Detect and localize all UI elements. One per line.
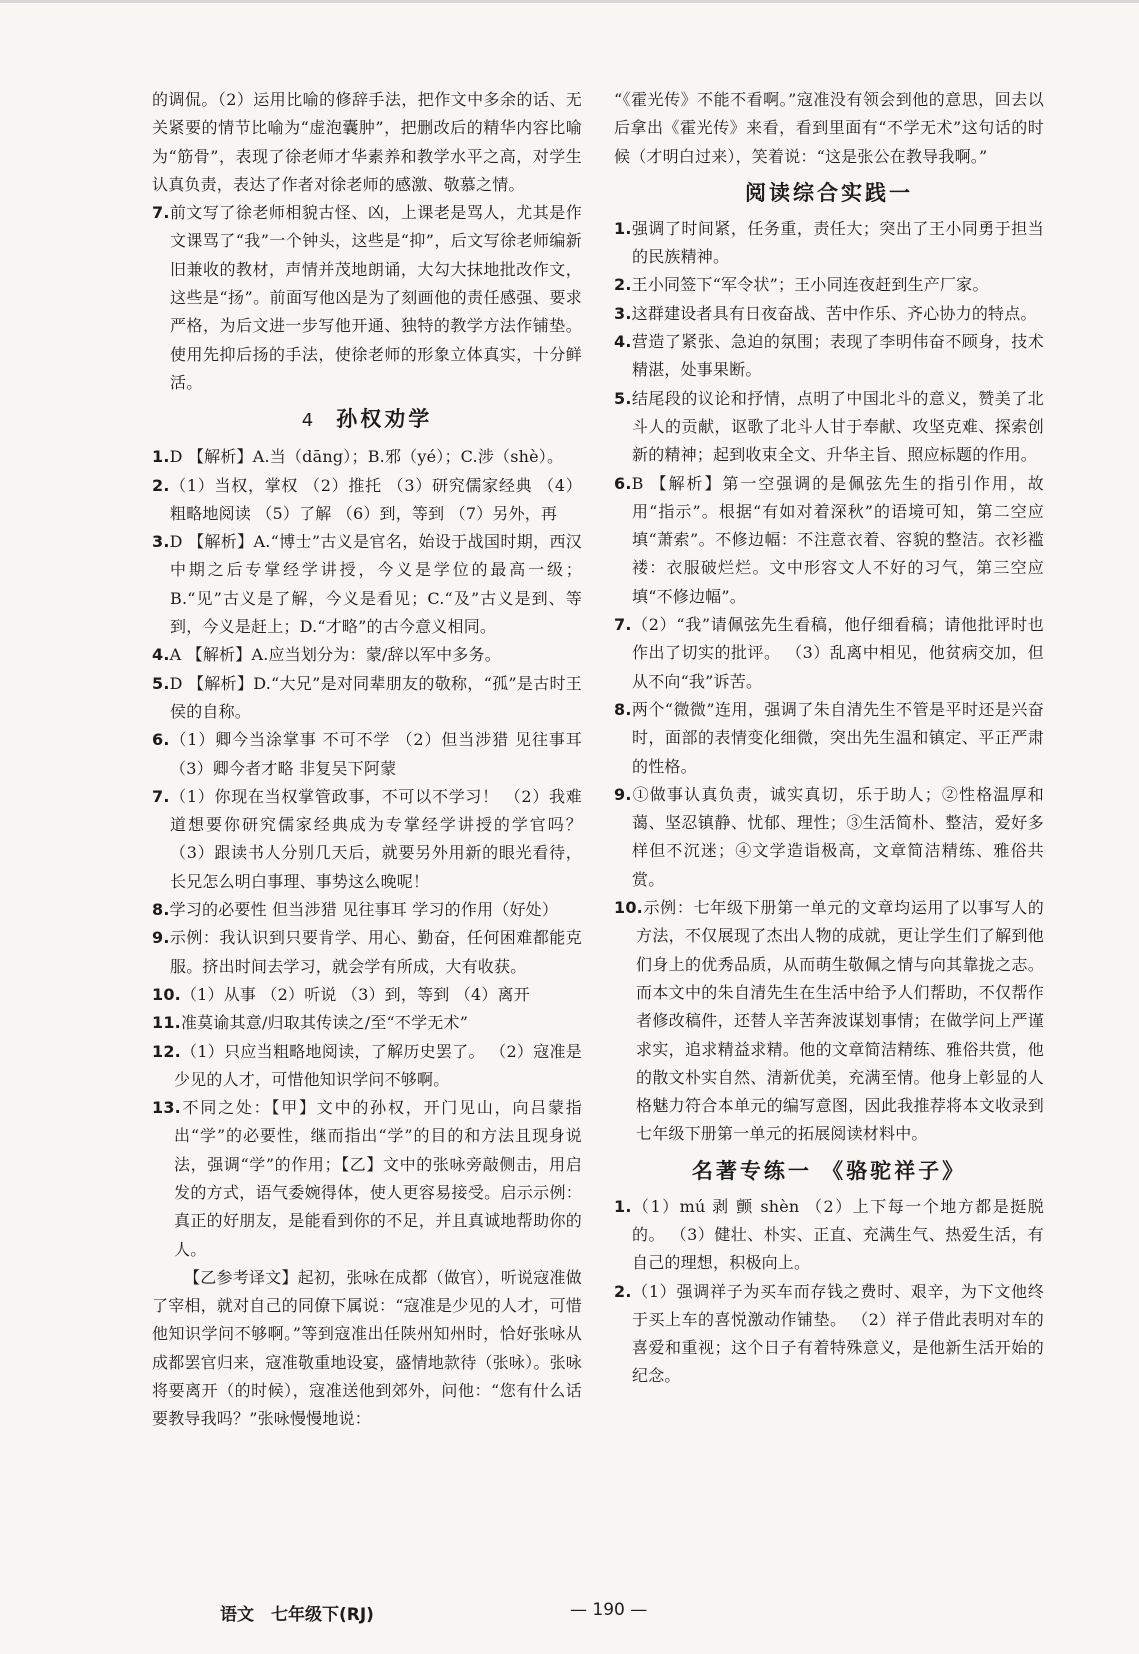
item-number: 9. bbox=[152, 928, 170, 948]
item-text: （1）当权，掌权 （2）推托 （3）研究儒家经典 （4）粗略地阅读 （5）了解 （6）到，等到 （7）另外，再 bbox=[169, 475, 582, 523]
item-text: 强调了时间紧，任务重，责任大；突出了王小同勇于担当的民族精神。 bbox=[631, 218, 1044, 267]
list-item bbox=[152, 896, 582, 924]
item-number: 12. bbox=[152, 1041, 181, 1061]
item-text: 示例：七年级下册第一单元的文章均运用了以事写人的方法，不仅展现了杰出人物的成就，更让学生们了解到他们身上的优秀品质，从而萌生敬佩之情与向其靠拢之志。而本文中的朱自清先生在生活中给予人们帮助，不仅帮作者修改稿件，还替人辛苦奔波谋划事情；在做学问上严谨求实，追求精益求精。他的文章简洁精练、雅俗共赏，他的散文朴实自然、清新优美，充满至情。他身上彰显的人格魅力符合本单元的编写意图，因此我推荐将本文收录到七年级下册第一单元的拓展阅读材料中。 bbox=[636, 898, 1044, 1144]
list-item bbox=[152, 924, 582, 981]
list-item bbox=[152, 528, 582, 641]
item-text: 不同之处：【甲】文中的孙权，开门见山，向吕蒙指出“学”的必要性，继而指出“学”的目的和方法且现身说法，强调“学”的作用；【乙】文中的张咏旁敲侧击，用启发的方式，语气委婉得体，使人更容易接受。启示示例：真正的好朋友，是能看到你的不足，并且真诚地帮助你的人。 bbox=[174, 1098, 582, 1259]
item-text: 前文写了徐老师相貌古怪、凶，上课老是骂人，尤其是作文课骂了“我”一个钟头，这些是“抑”，后文写徐老师编新旧兼收的教材，声情并茂地朗诵，大勾大抹地批改作文，这些是“扬”。前面写他凶是为了刻画他的责任感强、要求严格，为后文进一步写他开通、独特的教学方法作铺垫。使用先抑后扬的手法，使徐老师的形象立体真实，十分鲜活。 bbox=[169, 203, 582, 392]
list-item bbox=[614, 894, 1044, 1149]
item-text: ①做事认真负责，诚实真切，乐于助人；②性格温厚和蔼、坚忍镇静、忧郁、理性；③生活简朴、整洁，爱好多样但不沉迷；④文学造诣极高，文章简洁精练、雅俗共赏。 bbox=[631, 784, 1044, 889]
list-item bbox=[152, 443, 582, 471]
item-text: 王小同签下“军令状”；王小同连夜赶到生产厂家。 bbox=[631, 275, 989, 295]
item-text: 结尾段的议论和抒情，点明了中国北斗的意义，赞美了北斗人的贡献，讴歌了北斗人甘于奉献、攻坚克难、探索创新的精神；起到收束全文、升华主旨、照应标题的作用。 bbox=[631, 388, 1044, 465]
item-text: （1）从事 （2）听说 （3）到，等到 （4）离开 bbox=[180, 984, 530, 1004]
item-number: 6. bbox=[152, 730, 170, 750]
section-title: 孙权劝学 bbox=[336, 406, 433, 432]
item-number: 9. bbox=[614, 784, 632, 804]
item-text: 示例：我认识到只要肯学、用心、勤奋，任何困难都能克服。挤出时间去学习，就会学有所成，大有收获。 bbox=[169, 928, 582, 976]
section-heading: 名著专练一 《骆驼祥子》 bbox=[691, 1157, 967, 1183]
intro-paragraph: 的调侃。（2）运用比喻的修辞手法，把作文中多余的话、无关紧要的情节比喻为“虚泡囊肿”，把删改后的精华内容比喻为“筋骨”，表现了徐老师才华素养和教学水平之高，对学生认真负责，表达了作者对徐老师的感激、敬慕之情。 bbox=[152, 90, 582, 194]
answer-list bbox=[614, 1193, 1044, 1391]
item-number: 8. bbox=[152, 900, 170, 920]
list-item bbox=[614, 328, 1044, 385]
item-number: 7. bbox=[152, 203, 170, 223]
page-number: — 190 — bbox=[570, 1600, 648, 1620]
item-number: 3. bbox=[614, 303, 632, 323]
translation-paragraph: 【乙参考译文】起初，张咏在成都（做官），听说寇准做了宰相，就对自己的同僚下属说：“寇准是少见的人才，可惜他知识学问不够啊。”等到寇准出任陕州知州时，恰好张咏从成都罢官归来，寇准敬重地设宴，盛情地款待（张咏）。张咏将要离开（的时候），寇准送他到郊外，问他：“您有什么话要教导我吗？”张咏慢慢地说： bbox=[152, 1267, 582, 1429]
list-item bbox=[614, 385, 1044, 470]
top-divider bbox=[0, 0, 1139, 3]
item-text: （1）卿今当涂掌事 不可不学 （2）但当涉猎 见往事耳 （3）卿今者才略 非复吴下阿蒙 bbox=[169, 730, 582, 778]
item-text: D 【解析】D.“大兄”是对同辈朋友的敬称，“孤”是古时王侯的自称。 bbox=[169, 673, 582, 721]
list-item bbox=[614, 1193, 1044, 1278]
item-text: 准莫谕其意/归取其传读之/至“不学无术” bbox=[180, 1013, 469, 1033]
list-item bbox=[614, 300, 1044, 328]
item-number: 5. bbox=[152, 673, 170, 693]
list-item bbox=[614, 611, 1044, 696]
list-item bbox=[152, 1094, 582, 1264]
item-number: 2. bbox=[614, 275, 632, 295]
list-item bbox=[152, 670, 582, 727]
item-text: （1）强调祥子为买车而存钱之费时、艰辛，为下文他终于买上车的喜悦激动作铺垫。 （2）祥子借此表明对车的喜爱和重视；这个日子有着特殊意义，是他新生活开始的纪念。 bbox=[631, 1281, 1044, 1386]
list-item bbox=[614, 470, 1044, 611]
list-item bbox=[152, 1009, 582, 1037]
item-text: D 【解析】A.“博士”古义是官名，始设于战国时期，西汉中期之后专掌经学讲授，今义是学位的最高一级；B.“见”古义是了解，今义是看见；C.“及”古义是到、等到，今义是赶上；D.“才略”的古今意义相同。 bbox=[169, 532, 582, 637]
list-item bbox=[614, 696, 1044, 781]
q7-paragraph bbox=[152, 199, 582, 397]
item-text: D 【解析】A.当（dāng）；B.邪（yé）；C.涉（shè）。 bbox=[169, 447, 564, 467]
list-item bbox=[614, 1278, 1044, 1391]
section-number: 4 bbox=[301, 410, 317, 432]
subject-label: 语文 七年级下(RJ) bbox=[220, 1605, 374, 1625]
right-column bbox=[614, 86, 1044, 1391]
page-footer bbox=[220, 1600, 920, 1630]
item-text: A 【解析】A.应当划分为：蒙/辞以军中多务。 bbox=[169, 645, 501, 665]
list-item bbox=[152, 981, 582, 1009]
item-number: 6. bbox=[614, 473, 632, 493]
section-heading bbox=[152, 399, 582, 441]
item-number: 4. bbox=[152, 645, 170, 665]
item-number: 7. bbox=[614, 615, 632, 635]
list-item bbox=[152, 726, 582, 783]
list-item bbox=[152, 783, 582, 896]
list-item bbox=[614, 271, 1044, 299]
item-text: 这群建设者具有日夜奋战、苦中作乐、齐心协力的特点。 bbox=[631, 303, 1037, 323]
list-item bbox=[614, 781, 1044, 894]
item-text: （1）只应当粗略地阅读，了解历史罢了。 （2）寇准是少见的人才，可惜他知识学问不够啊。 bbox=[174, 1041, 582, 1089]
item-number: 13. bbox=[152, 1098, 181, 1118]
item-number: 1. bbox=[152, 447, 170, 467]
item-text: 学习的必要性 但当涉猎 见往事耳 学习的作用（好处） bbox=[169, 900, 559, 920]
item-number: 10. bbox=[614, 898, 643, 918]
item-text: 营造了紧张、急迫的氛围；表现了李明伟奋不顾身，技术精湛，处事果断。 bbox=[631, 332, 1044, 380]
item-text: （2）“我”请佩弦先生看稿，他仔细看稿；请他批评时也作出了切实的批评。 （3）乱离中相见，他贫病交加，但从不向“我”诉苦。 bbox=[631, 615, 1044, 691]
section-heading: 阅读综合实践一 bbox=[745, 179, 913, 205]
item-number: 10. bbox=[152, 984, 181, 1004]
translation-continued: “《霍光传》不能不看啊。”寇准没有领会到他的意思，回去以后拿出《霍光传》来看，看到里面有“不学无术”这句话的时候（才明白过来），笑着说：“这是张公在教导我啊。” bbox=[614, 90, 1044, 166]
item-number: 1. bbox=[614, 218, 632, 238]
list-item bbox=[614, 215, 1044, 272]
item-number: 11. bbox=[152, 1013, 181, 1033]
answer-list bbox=[152, 443, 582, 1264]
item-text: （1）你现在当权掌管政事，不可以不学习！ （2）我难道想要你研究儒家经典成为专掌经学讲授的学官吗？ （3）跟读书人分别几天后，就要另外用新的眼光看待，长兄怎么明白事理、事势这么晚呢！ bbox=[169, 786, 582, 891]
item-text: B 【解析】第一空强调的是佩弦先生的指引作用，故用“指示”。根据“有如对着深秋”的语境可知，第二空应填“萧索”。不修边幅：不注意衣着、容貌的整洁。衣衫褴褛：衣服破烂烂。文中形容文人不好的习气，第三空应填“不修边幅”。 bbox=[631, 473, 1044, 606]
item-text: （1）mú 剥 颤 shèn （2）上下每一个地方都是挺脱的。 （3）健壮、朴实、正直、充满生气、热爱生活，有自己的理想，积极向上。 bbox=[631, 1196, 1044, 1273]
item-number: 2. bbox=[152, 475, 170, 495]
item-number: 1. bbox=[614, 1196, 632, 1216]
item-number: 8. bbox=[614, 699, 632, 719]
list-item bbox=[152, 641, 582, 669]
item-number: 5. bbox=[614, 388, 632, 408]
item-text: 两个“微微”连用，强调了朱自清先生不管是平时还是兴奋时，面部的表情变化细微，突出先生温和镇定、平正严肃的性格。 bbox=[631, 699, 1044, 776]
item-number: 2. bbox=[614, 1281, 632, 1301]
left-column bbox=[152, 86, 582, 1434]
item-number: 4. bbox=[614, 332, 632, 352]
list-item bbox=[152, 472, 582, 529]
item-number: 7. bbox=[152, 786, 170, 806]
answer-list bbox=[614, 215, 1044, 1149]
item-number: 3. bbox=[152, 532, 170, 552]
list-item bbox=[152, 1038, 582, 1095]
